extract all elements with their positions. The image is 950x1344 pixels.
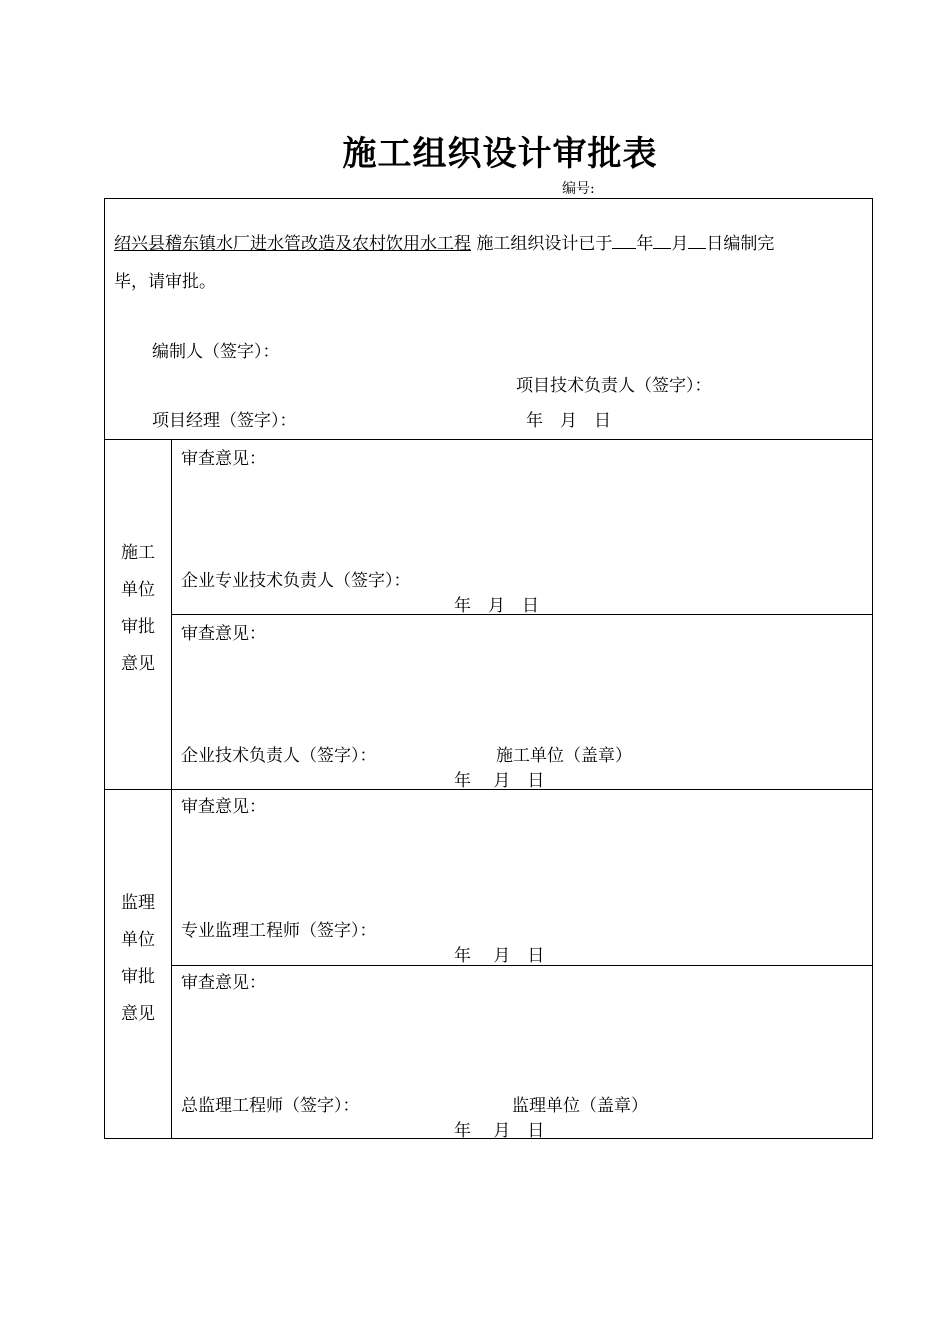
year-label: 年 (636, 234, 654, 254)
day-label: 日编制完 (706, 234, 775, 254)
supervision-opinion-2: 审查意见： (181, 973, 266, 993)
supervision-date-1: 年 月 日 (454, 946, 545, 966)
intro-line-1 (114, 229, 774, 254)
day-blank[interactable] (688, 233, 706, 249)
supervision-date-2: 年 月 日 (454, 1121, 545, 1141)
month-blank[interactable] (653, 233, 671, 249)
construction-signer-1: 企业专业技术负责人（签字）： (181, 571, 411, 591)
supervision-signer-2: 总监理工程师（签字）： (181, 1096, 360, 1116)
construction-opinion-2: 审查意见： (181, 624, 266, 644)
supervision-signer-1: 专业监理工程师（签字）： (181, 921, 377, 941)
tech-lead-signature: 项目技术负责人（签字）： (516, 376, 712, 396)
construction-side-label: 施工单位审批意见 (121, 543, 155, 674)
number-label: 编号: (562, 181, 595, 197)
manager-signature: 项目经理（签字）： (152, 411, 297, 431)
supervision-side-label: 监理单位审批意见 (121, 893, 155, 1024)
project-name: 绍兴县稽东镇水厂进水管改造及农村饮用水工程 (114, 234, 471, 254)
construction-signer-2: 企业技术负责人（签字）： (181, 746, 377, 766)
compiler-signature: 编制人（签字）： (152, 342, 280, 362)
construction-date-2: 年 月 日 (454, 771, 545, 791)
document-title: 施工组织设计审批表 (342, 134, 658, 174)
month-label: 月 (671, 234, 689, 254)
supervision-opinion-1: 审查意见： (181, 797, 266, 817)
construction-date-1: 年 月 日 (454, 596, 539, 616)
supervision-seal: 监理单位（盖章） (512, 1096, 648, 1116)
intro-line-2: 毕，请审批。 (114, 272, 216, 292)
intro-text: 施工组织设计已于 (476, 234, 613, 254)
row-divider (104, 439, 873, 440)
construction-opinion-1: 审查意见： (181, 449, 266, 469)
column-divider (171, 439, 172, 1139)
year-blank[interactable] (612, 233, 636, 249)
construction-seal: 施工单位（盖章） (496, 746, 632, 766)
intro-date: 年 月 日 (526, 411, 611, 431)
